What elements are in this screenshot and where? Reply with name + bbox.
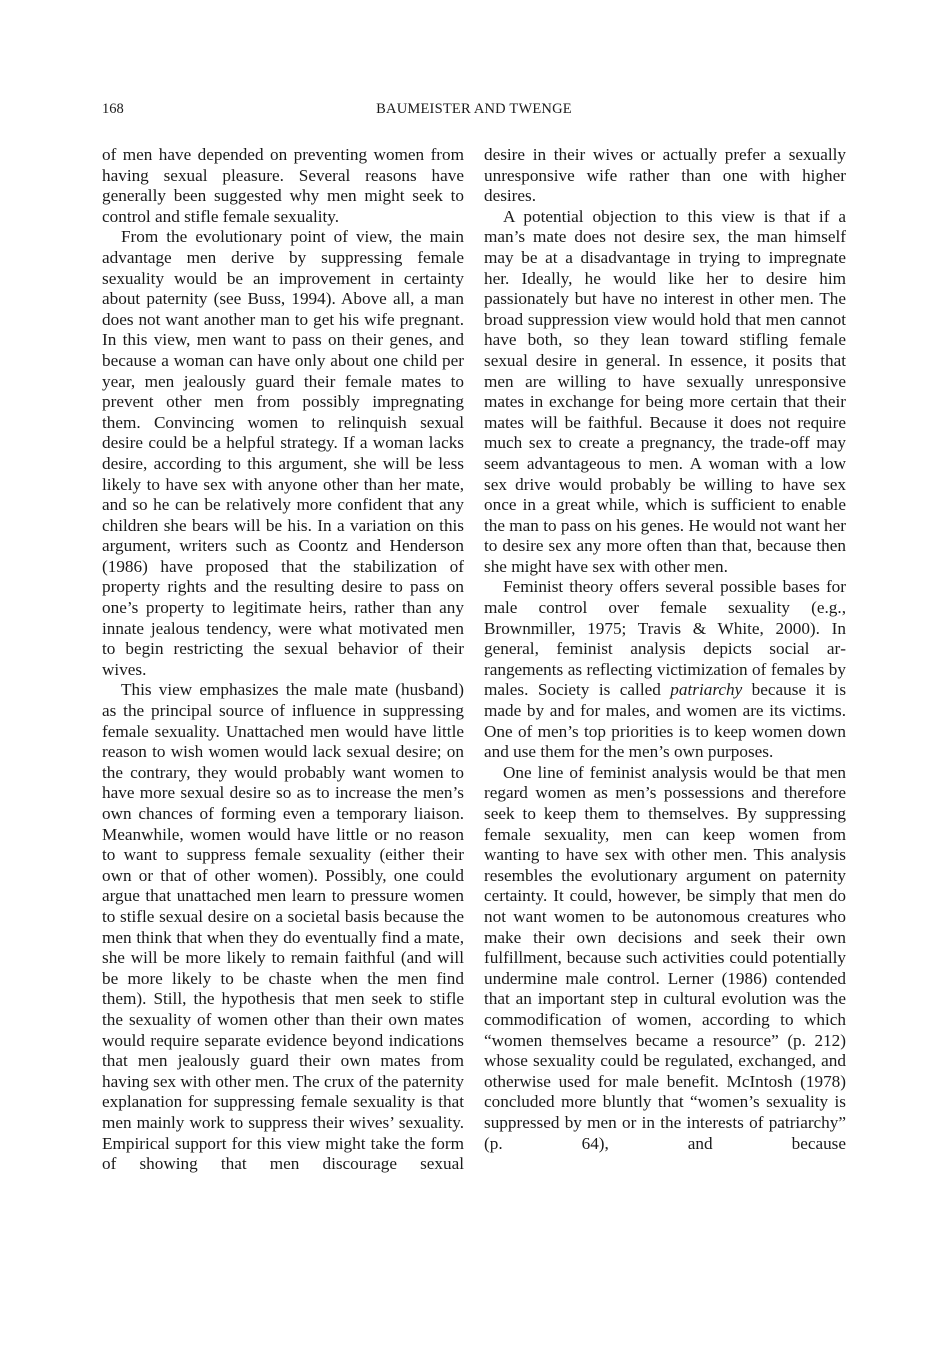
emphasized-term: patriarchy: [670, 680, 743, 700]
paragraph: This view emphasizes the male mate (husband) as the principal source of influence in suppressing female sexuality. Unattached men would have little reason to wish women would lack sexual desire; on the contrary, they would probably want women to have more sexual desire so as to increase the men’s own chances of forming even a temporary liaison. Meanwhile, women would have little or no reason to want to suppress female sexuality (either their own or that of other women). Possibly, one could argue that unattached men learn to pressure women to stifle sexual desire on a societal basis because the men think that when they do eventually find a mate, she will be more likely to remain faithful (and will be more likely to be chaste when the men find them). Still, the hypothesis that men seek to stifle the sexuality of women other than their own mates would require separate evidence beyond indications that men jealously guard their own mates from having sex with other men. The crux of the paternity explanation for suppressing female sexuality is that men mainly work to suppress their wives’ sexuality. Empirical support for this view might take the form of showing that men discourage sexual: [102, 680, 464, 1174]
paragraph: From the evolutionary point of view, the main advantage men derive by suppressing female sexuality would be an improvement in certainty about paternity (see Buss, 1994). Above all, a man does not want another man to get his wife pregnant. In this view, men want to pass on their genes, and because a woman can have only about one child per year, men jealously guard their female mates to prevent other men from possibly impregnating them. Convincing women to relinquish sexual desire could be a helpful strategy. If a woman lacks desire, according to this argument, she will be less likely to have sex with anyone other than her mate, and so he can be relatively more confident that any children she bears will be his. In a variation on this argument, writers such as Coontz and Henderson (1986) have proposed that the stabilization of property rights and the resulting desire to pass on one’s property to legitimate heirs, rather than any innate jealous tendency, were what motivated men to begin restricting the sexual behavior of their wives.: [102, 227, 464, 679]
paragraph: One line of feminist analysis would be that men regard women as men’s possessions and therefore seek to keep them to themselves. By suppressing female sexuality, men can keep women from wanting to have sex with other men. This analysis resembles the evolutionary argument on paternity certainty. It could, however, be simply that men do not want women to be autonomous creatures who make their own decisions and seek their own fulfillment, because such activities could potentially undermine male control. Lerner (1986) contended that an important step in cultural evolution was the commodification of women, according to which “women themselves became a resource” (p. 212) whose sexuality could be regulated, exchanged, and otherwise used for male benefit. McIntosh (1978) concluded more bluntly that “women’s sexuality is suppressed by men or in the interests of patriarchy” (p. 64), and because: [484, 762, 846, 1153]
right-column: [484, 145, 846, 1154]
paragraph: desire in their wives or actually prefer a sexually unresponsive wife rather than one with higher desires.: [484, 145, 846, 206]
running-head: BAUMEISTER AND TWENGE: [376, 101, 572, 117]
paragraph: of men have depended on preventing women from having sexual pleasure. Several reasons have generally been suggested why men might seek to control and stifle female sexuality.: [102, 145, 464, 226]
paragraph: A potential objection to this view is that if a man’s mate does not desire sex, the man himself may be at a disadvantage in trying to impregnate her. Ideally, he would like her to desire him passionately but have no interest in other men. The broad suppression view would hold that men cannot have both, so they lean toward stifling female sexual desire in general. In essence, it posits that men are willing to have sexually unresponsive mates in exchange for being more certain that their mates will be faithful. Because it does not require much sex to create a pregnancy, the trade-off may seem advantageous to men. A woman with a low sex drive would probably be willing to have sex once in a great while, which is sufficient to enable the man to pass on his genes. He would not want her to desire sex any more often than that, because then she might have sex with other men.: [484, 206, 846, 576]
page-number: 168: [102, 101, 124, 117]
left-column: [102, 145, 464, 1175]
page-header: [102, 99, 846, 119]
paragraph: Feminist theory offers several possible bases for male control over female sexuality (e.g., Brownmiller, 1975; Travis & White, 2000). In general, feminist analysis depicts social arrangements as reflecting victimization of females by males. Society is called patriarchy because it is made by and for males, and women are its victims. One of men’s top priorities is to keep women down and use them for the men’s own purposes.: [484, 577, 847, 762]
